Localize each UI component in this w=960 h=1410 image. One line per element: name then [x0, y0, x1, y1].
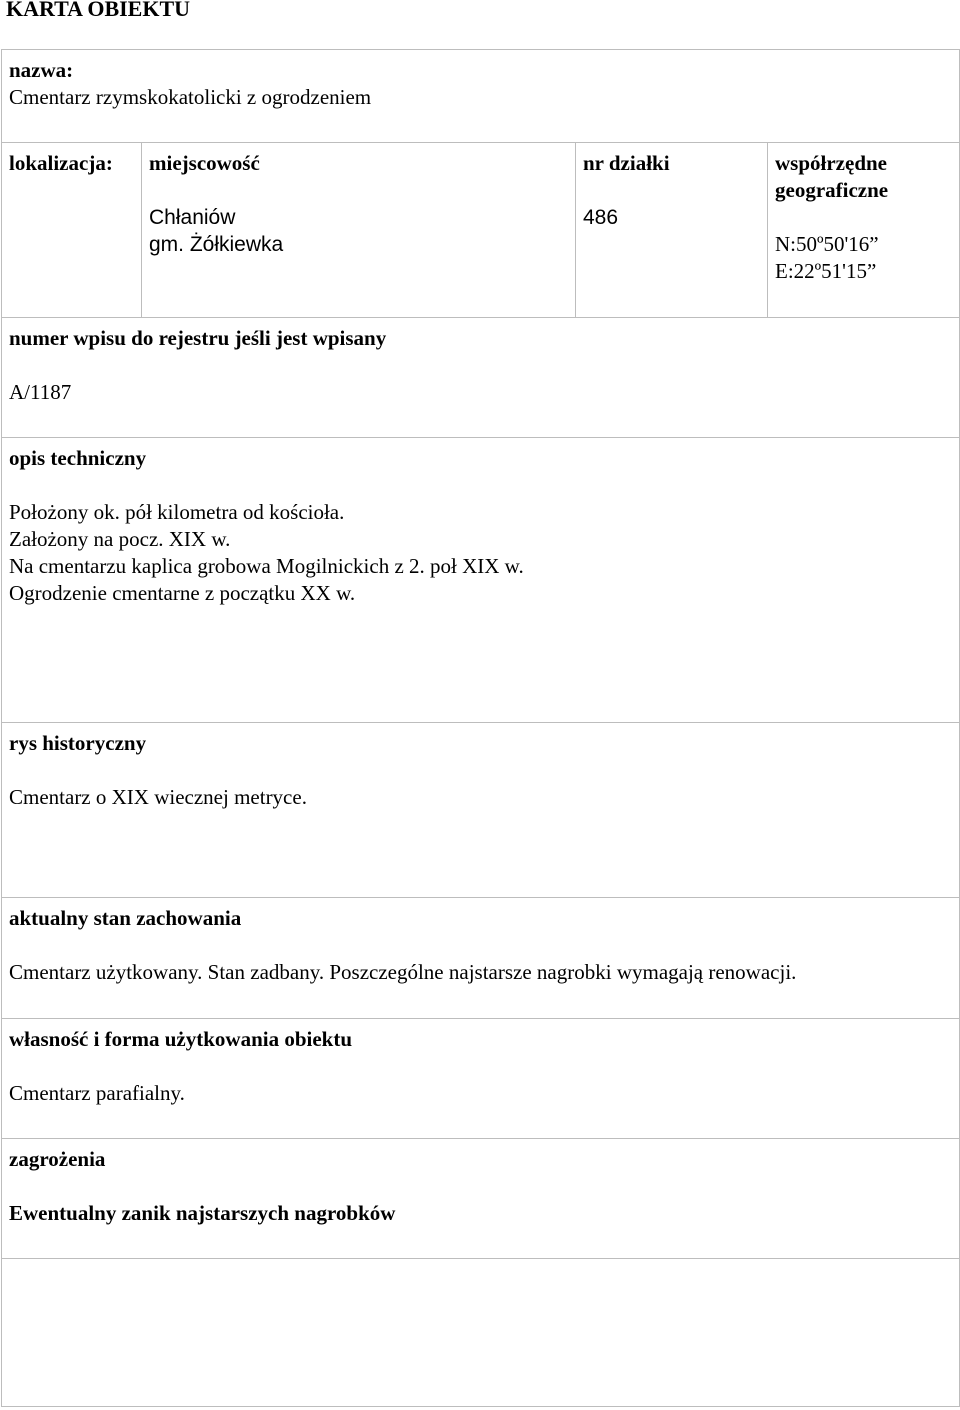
wlasnosc-cell	[2, 1019, 960, 1139]
row-rys	[2, 723, 960, 898]
rejestr-cell	[2, 318, 960, 438]
nazwa-label: nazwa:	[9, 58, 74, 82]
rejestr-label: numer wpisu do rejestru jeśli jest wpisany	[9, 326, 387, 350]
lokalizacja-label: lokalizacja:	[9, 151, 113, 175]
row-zagrozenia	[2, 1139, 960, 1259]
wspolrzedne-e: E:22º51'15”	[775, 259, 877, 283]
rejestr-value: A/1187	[9, 380, 72, 404]
nazwa-value: Cmentarz rzymskokatolicki z ogrodzeniem	[9, 85, 372, 109]
rys-label: rys historyczny	[9, 731, 147, 755]
wspolrzedne-label-line1: współrzędne	[775, 151, 887, 175]
nazwa-cell	[2, 50, 960, 143]
opis-line: Założony na pocz. XIX w.	[9, 527, 231, 551]
zagrozenia-label: zagrożenia	[9, 1147, 106, 1171]
wspolrzedne-n: N:50º50'16”	[775, 232, 879, 256]
dzialka-label: nr działki	[583, 151, 670, 175]
opis-line: Położony ok. pół kilometra od kościoła.	[9, 500, 345, 524]
zagrozenia-value: Ewentualny zanik najstarszych nagrobków	[9, 1201, 396, 1225]
row-rejestr	[2, 318, 960, 438]
miejscowosc-label: miejscowość	[149, 151, 260, 175]
miejscowosc-line2: gm. Żółkiewka	[149, 233, 284, 256]
row-empty	[2, 1259, 960, 1407]
opis-line: Ogrodzenie cmentarne z początku XX w.	[9, 581, 356, 605]
opis-cell	[2, 438, 960, 723]
wspolrzedne-label-line2: geograficzne	[775, 178, 889, 202]
row-opis	[2, 438, 960, 723]
rys-value: Cmentarz o XIX wiecznej metryce.	[9, 785, 307, 809]
dzialka-value: 486	[583, 206, 619, 229]
miejscowosc-cell	[142, 143, 576, 318]
object-card-table	[1, 49, 960, 1407]
rys-cell	[2, 723, 960, 898]
document-title: KARTA OBIEKTU	[6, 0, 191, 21]
dzialka-cell	[576, 143, 768, 318]
row-wlasnosc	[2, 1019, 960, 1139]
row-lokalizacja	[2, 143, 960, 318]
stan-cell	[2, 898, 960, 1019]
wlasnosc-label: własność i forma użytkowania obiektu	[9, 1027, 353, 1051]
stan-label: aktualny stan zachowania	[9, 906, 242, 930]
opis-label: opis techniczny	[9, 446, 147, 470]
zagrozenia-cell	[2, 1139, 960, 1259]
wlasnosc-value: Cmentarz parafialny.	[9, 1081, 185, 1105]
row-nazwa	[2, 50, 960, 143]
empty-cell	[2, 1259, 960, 1407]
stan-value: Cmentarz użytkowany. Stan zadbany. Poszczególne najstarsze nagrobki wymagają renowacji.	[9, 960, 797, 984]
lokalizacja-label-cell	[2, 143, 142, 318]
wspolrzedne-cell	[768, 143, 960, 318]
row-stan	[2, 898, 960, 1019]
opis-line: Na cmentarzu kaplica grobowa Mogilnickich z 2. poł XIX w.	[9, 554, 524, 578]
miejscowosc-line1: Chłaniów	[149, 206, 236, 229]
